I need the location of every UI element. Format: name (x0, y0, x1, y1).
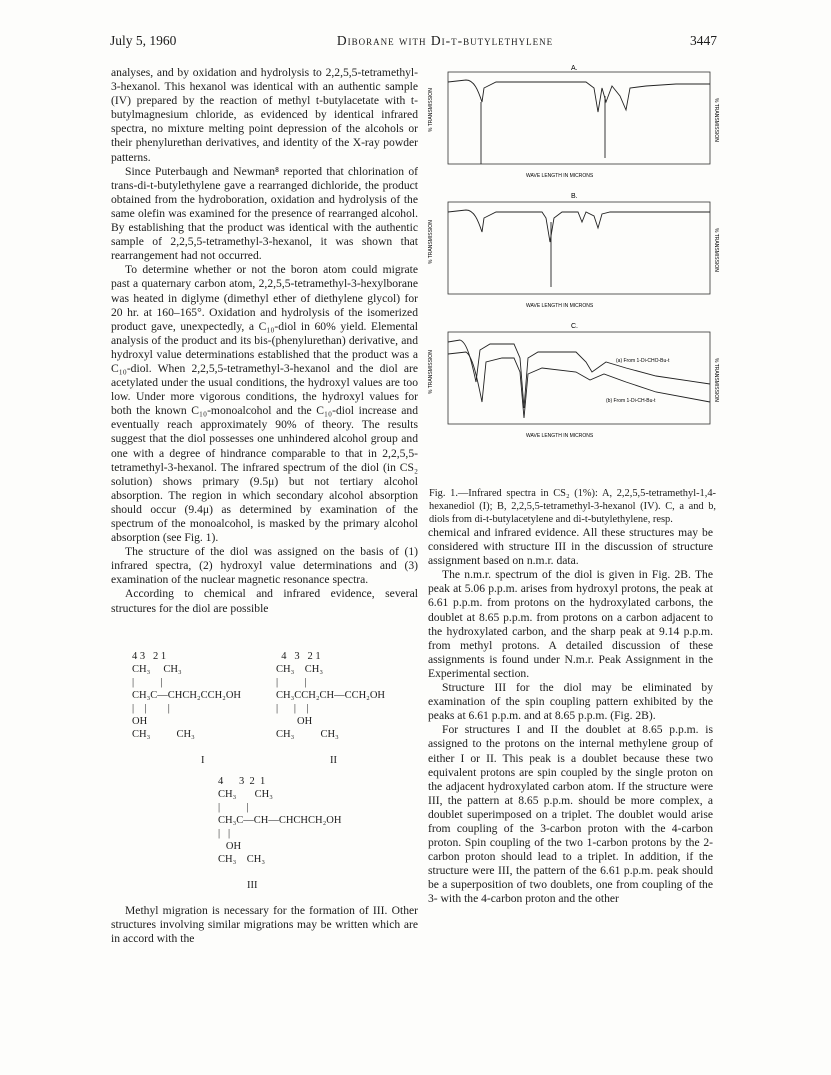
paragraph: The structure of the diol was assigned on the basis of (1) infrared spectra, (2) hydroxyl value determinations and (3) examination of the nuclear magnetic resonance spectra. (111, 545, 418, 587)
right-column (428, 526, 713, 907)
paragraph: analyses, and by oxidation and hydrolysis to 2,2,5,5-tetramethyl-3-hexanol. This hexanol was identical with an authentic sample (IV) prepared by the reaction of methyl t-butylacetate with t-butylmagnesium chloride, as evidenced by identical infrared spectra, no mixture melting point depression of the alcohols or their phenylurethan derivatives, and identity of the X-ray powder patterns. (111, 66, 418, 164)
xlabel-c: WAVE LENGTH IN MICRONS (526, 433, 594, 439)
paragraph: To determine whether or not the boron atom could migrate past a quaternary carbon atom, 2,2,5,5-tetramethyl-3-hexylborane was heated in diglyme (dimethyl ether of diethylene glycol) for 20 hr. at 160–165°. Oxidation and hydrolysis of the isomerized product gave, unexpectedly, a C₁₀-diol in 60% yield. Elemental analysis of the product and its bis-(phenylurethan) derivative, and hydroxyl value determinations established that the product was a C₁₀-diol. When 2,2,5,5-tetramethyl-3-hexanol and the diol are acetylated under the usual conditions, the hydroxyl values are too low. Under more vigorous conditions, the hydroxyl values for both the known C₁₀-monoalcohol and the C₁₀-diol increase and eventually reach approximately 90% of theory. The results suggest that the diol possesses one unhindered alcohol group and one with a degree of hindrance comparable to that in 2,2,5,5-tetramethyl-3-hexanol. The infrared spectrum of the diol (in CS₂ solution) shows primary (9.5μ) but not tertiary alcohol absorption. The region in which secondary alcohol absorption should occur (9.4μ) as determined by examination of the spectrum of the monoalcohol, is masked by the primary alcohol absorption (see Fig. 1). (111, 263, 418, 545)
ylabel-left-b: % TRANSMISSION (428, 220, 434, 264)
xlabel-b: WAVE LENGTH IN MICRONS (526, 303, 594, 309)
paragraph: Methyl migration is necessary for the formation of III. Other structures involving similar migrations may be written which are in accord with the (111, 904, 418, 946)
paragraph: Structure III for the diol may be eliminated by examination of the spin coupling pattern exhibited by the peaks at 6.61 p.p.m. and at 8.65 p.p.m. (Fig. 2B). (428, 681, 713, 723)
annotation-a: (a) From 1-Di-CHO-Bu-t (616, 358, 670, 364)
left-column (111, 66, 418, 616)
ir-spectra-figure (426, 62, 718, 480)
ylabel-right-a: % TRANSMISSION (713, 98, 719, 142)
panel-label-c: C. (571, 323, 578, 330)
ylabel-left-c: % TRANSMISSION (428, 350, 434, 394)
spectrum-panel-b (428, 193, 719, 309)
ylabel-right-b: % TRANSMISSION (713, 228, 719, 272)
panel-label-a: A. (571, 65, 578, 72)
xlabel-a: WAVE LENGTH IN MICRONS (526, 173, 594, 179)
paragraph: chemical and infrared evidence. All these structures may be considered with structure III in the discussion of structure assignment based on n.m.r. data. (428, 526, 713, 568)
ylabel-left-a: % TRANSMISSION (428, 88, 434, 132)
spectrum-panel-c (428, 323, 719, 439)
structure-label-i: I (201, 755, 205, 766)
header-title: Diborane with Di-t-butylethylene (336, 33, 554, 48)
header-page-number: 3447 (690, 33, 717, 48)
spectrum-panel-a (428, 65, 719, 179)
panel-label-b: B. (571, 193, 578, 200)
left-column-bottom (111, 904, 418, 946)
paragraph: Since Puterbaugh and Newman⁸ reported that chlorination of trans-di-t-butylethylene gave a rearranged dichloride, the product obtained from the hydroboration, oxidation and hydrolysis of the same olefin was examined for the presence of rearranged alcohol. By establishing that the product was identical with the authentic sample of 2,2,5,5-tetramethyl-3-hexanol, it was shown that rearrangement had not occurred. (111, 164, 418, 263)
paragraph: The n.m.r. spectrum of the diol is given in Fig. 2B. The peak at 5.06 p.p.m. arises from hydroxyl protons, the peak at 6.61 p.p.m. from protons on the hydroxylated carbons, the doublet at 8.65 p.p.m. from protons on a carbon adjacent to the hydroxylated carbon, and the sharp peak at 9.14 p.p.m. from methyl protons. A detailed discussion of these assignments is found under N.m.r. Peak Assignment in the Experimental section. (428, 568, 713, 680)
ylabel-right-c: % TRANSMISSION (713, 358, 719, 402)
figure-caption: Fig. 1.—Infrared spectra in CS₂ (1%): A, 2,2,5,5-tetramethyl-1,4-hexanediol (I); B, 2,2,5,5-tetramethyl-3-hexanol (IV). C, a and b, diols from di-t-butylacetylene and di-t-butylethylene, resp. (429, 488, 716, 525)
structure-i: 4 3 2 1 CH₃ CH₃ | | CH₃C—CHCH₂CCH₂OH | | | OH CH₃ CH₃ (132, 651, 241, 740)
paragraph: According to chemical and infrared evidence, several structures for the diol are possible (111, 587, 418, 615)
structure-ii: 4 3 2 1 CH₃ CH₃ | | CH₃CCH₂CH—CCH₂OH | | | OH CH₃ CH₃ (276, 651, 385, 740)
structure-label-iii: III (247, 880, 258, 891)
structure-iii: 4 3 2 1 CH₃ CH₃ | | CH₃C—CH—CHCHCH₂OH | | OH CH₃ CH₃ (218, 776, 342, 865)
annotation-b: (b) From 1-Di-CH-Bu-t (606, 398, 656, 404)
structure-label-ii: II (330, 755, 337, 766)
paragraph: For structures I and II the doublet at 8.65 p.p.m. is assigned to the protons on the internal methylene group of either I or II. This peak is a doublet because these two equivalent protons are spin coupled by the single proton on the adjacent hydroxylated carbon atom. If the structure were III, the pattern at 8.65 p.p.m. should be more complex, a doublet superimposed on a triplet. The doublet would arise from coupling of the 3-carbon proton with the 4-carbon proton. Spin coupling of the two 1-carbon protons by the 2-carbon proton should lead to a triplet. In addition, if the structure were III, the pattern of the 6.61 p.p.m. peak should be a superposition of two doublets, one from coupling of the 3- with the 4-carbon proton and the other (428, 723, 713, 906)
header-date: July 5, 1960 (110, 33, 177, 48)
